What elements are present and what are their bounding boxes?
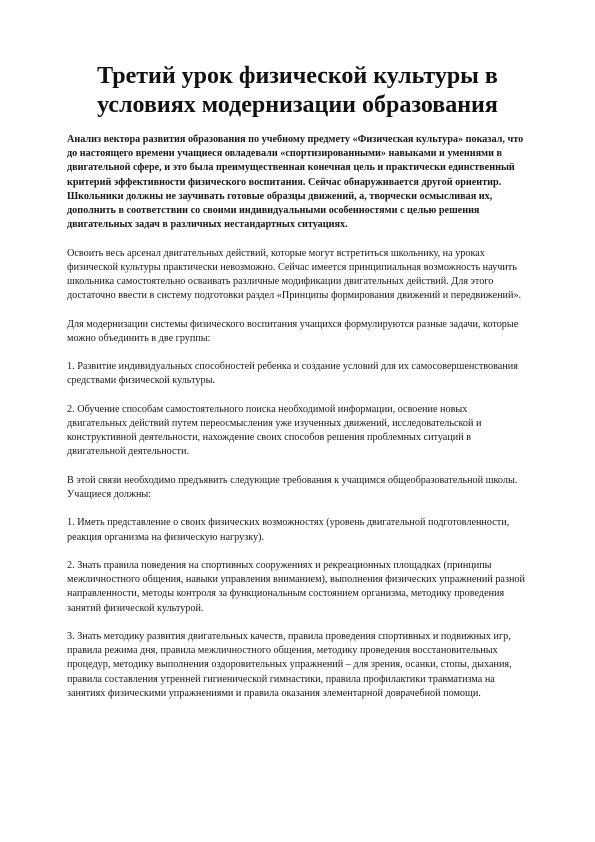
paragraph-requirement-2: 2. Знать правила поведения на спортивных сооружениях и рекреационных площадках (принципы межличностного общения, навыки управления вниманием), выполнения физических упражнений разной направленности, методы контроля за функциональным состоянием организма, методику проведения занятий физической культурой.: [67, 559, 525, 614]
paragraph-requirements-lead: В этой связи необходимо предъявить следующие требования к учащимся общеобразовательной школы. Учащиеся должны:: [67, 474, 518, 500]
paragraph-requirement-3: 3. Знать методику развития двигательных качеств, правила проведения спортивных и подвижных игр, правила режима дня, правила межличностного общения, методику проведения восстановительных процедур, методику выполнения оздоровительных упражнений – для зрения, осанки, стопы, дыхания, правила составления утренней гигиенической гимнастики, правила профилактики травматизма на занятиях физическими упражнениями и правила оказания элементарной доврачебной помощи.: [67, 630, 512, 699]
paragraph-intro: Анализ вектора развития образования по учебному предмету «Физическая культура» показал, что до настоящего времени учащиеся овладевали «спортизированными» навыками и умениями в двигательной сфере, и это была преимущественная конечная цель и практически единственный критерий эффективности физического воспитания. Сейчас обнаруживается другой ориентир. Школьники должны не заучивать готовые образцы движений, а, творчески осмысливая их, дополнить в соответствии со своими индивидуальными особенностями с целью решения двигательных задач в различных нестандартных ситуациях.: [67, 134, 524, 231]
document-body: [67, 133, 529, 715]
paragraph-requirement-1: 1. Иметь представление о своих физических возможностях (уровень двигательной подготовленности, реакция организма на физическую нагрузку).: [67, 517, 510, 543]
paragraph-task-2: 2. Обучение способам самостоятельного поиска необходимой информации, освоение новых двигательных действий путем переосмысления уже изученных движений, исследовательской и конструктивной деятельности, нахождение своих способов решения проблемных ситуаций в двигательной деятельности.: [67, 403, 482, 458]
document-title: Третий урок физической культуры в условиях модернизации образования: [97, 63, 498, 118]
paragraph-tasks-lead: Для модернизации системы физического воспитания учащихся формулируются разные задачи, которые можно объединить в две группы:: [67, 318, 519, 344]
paragraph-task-1: 1. Развитие индивидуальных способностей ребенка и создание условий для их самосовершенствования средствами физической культуры.: [67, 361, 518, 387]
paragraph-arsenal: Освоить весь арсенал двигательных действий, которые могут встретиться школьнику, на уроках физической культуры практически невозможно. Сейчас имеется принципиальная возможность научить школьника самостоятельно осваивать различные модификации двигательных действий. Для этого достаточно ввести в систему подготовки раздел «Принципы формирования движений и передвижений».: [67, 247, 522, 302]
